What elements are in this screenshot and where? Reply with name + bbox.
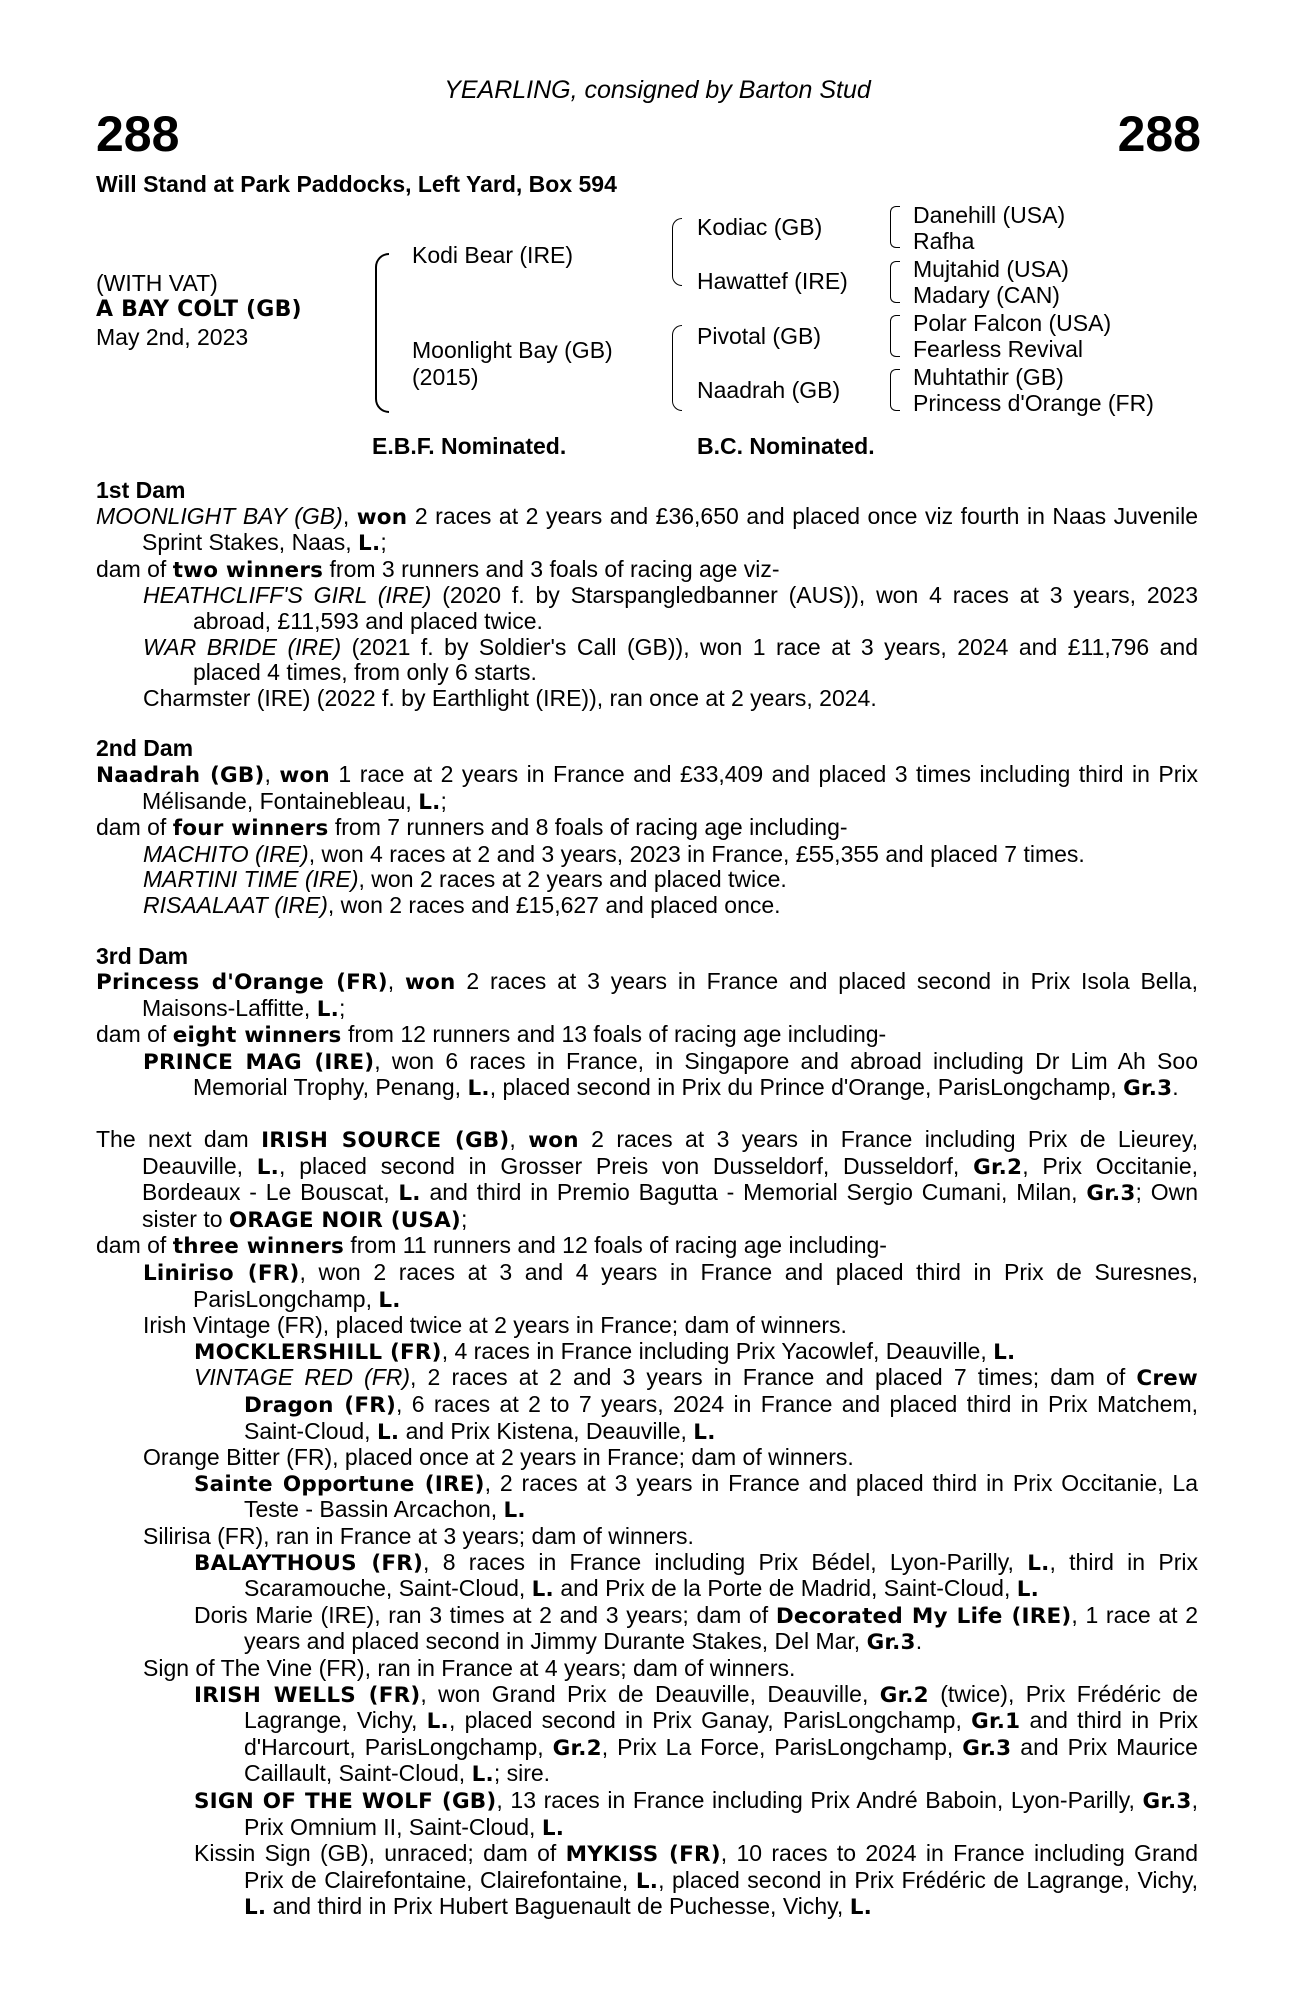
dam-dam: Naadrah (GB) — [697, 377, 841, 403]
sire-sire: Kodiac (GB) — [697, 214, 823, 240]
produce-entry — [96, 1049, 1198, 1102]
text-run: 2 races at 3 years in France and placed second in Prix Isola Bella, Maisons-Laffitte, — [142, 968, 1198, 1021]
bold-text: L. — [1027, 1550, 1050, 1576]
text-run: , 13 races in France including Prix André Baboin, Lyon-Parilly, — [496, 1786, 1143, 1813]
second-dam-heading: 2nd Dam — [96, 735, 194, 762]
text-run: and third in Prix Hubert Baguenault de Puchesse, Vichy, — [266, 1893, 850, 1920]
produce-entry — [96, 1656, 1198, 1682]
date-of-birth: May 2nd, 2023 — [96, 324, 249, 350]
text-run: dam of — [96, 555, 173, 582]
text-run: Orange Bitter (FR), placed once at 2 years in France; dam of winners. — [143, 1444, 854, 1471]
bold-text: SIGN OF THE WOLF (GB) — [194, 1788, 497, 1814]
dam-dam-sire: Muhtathir (GB) — [913, 364, 1064, 390]
second-dam-record — [96, 762, 1198, 815]
vat-note: (WITH VAT) — [96, 270, 218, 296]
text-run: ; — [380, 529, 387, 556]
bold-text: two winners — [172, 557, 324, 583]
grand-produce-entry — [96, 1339, 1198, 1366]
text-run: , 10 races to 2024 in France including Grand Prix de Clairefontaine, Clairefontaine, — [244, 1840, 1198, 1893]
sire-sire-dam: Rafha — [913, 228, 975, 254]
text-run: , Prix Omnium II, Saint-Cloud, — [244, 1786, 1198, 1840]
produce-entry — [96, 842, 1198, 868]
third-dam-record — [96, 969, 1198, 1022]
text-run: dam of — [96, 1232, 173, 1259]
text-run: and Prix de la Porte de Madrid, Saint-Cloud, — [553, 1575, 1017, 1602]
text-run: , 4 races in France including Prix Yacowlef, Deauville, — [441, 1337, 994, 1364]
text-run: . — [1172, 1074, 1179, 1101]
bold-text: L. — [358, 531, 381, 557]
brace-ds — [890, 315, 900, 357]
pedigree-notes — [96, 478, 1198, 1921]
bold-text: L. — [426, 1709, 449, 1735]
bold-text: Liniriso (FR) — [143, 1261, 300, 1287]
bold-text: L. — [378, 1287, 401, 1313]
lot-number-right: 288 — [1117, 106, 1201, 162]
bold-text: Gr.3 — [962, 1735, 1012, 1761]
bold-text: won — [405, 970, 456, 996]
bold-text: L. — [541, 1815, 565, 1841]
text-run: , 6 races at 2 to 7 years, 2024 in France and placed third in Prix Matchem, Saint-Cloud, — [244, 1391, 1198, 1444]
bold-text: L. — [1016, 1577, 1040, 1603]
italic-text: RISAALAAT (IRE) — [143, 891, 328, 918]
text-run: and third in Premio Bagutta - Memorial Sergio Cumani, Milan, — [420, 1179, 1087, 1206]
bold-text: four winners — [172, 816, 329, 842]
text-run: ; — [460, 1205, 468, 1232]
text-run: , won 4 races at 2 and 3 years, 2023 in France, £55,355 and placed 7 times. — [308, 840, 1085, 867]
text-run: , placed second in Prix Frédéric de Lagrange, Vichy, — [658, 1866, 1199, 1893]
text-run: and Prix Kistena, Deauville, — [399, 1417, 694, 1444]
catalogue-subtitle: YEARLING, consigned by Barton Stud — [444, 76, 871, 104]
bold-text: Decorated My Life (IRE) — [775, 1603, 1072, 1629]
text-run: , won 2 races at 3 and 4 years in France and placed third in Prix de Suresnes, ParisLongchamp, — [193, 1259, 1198, 1312]
text-run: , won 2 races at 2 years and placed twice. — [358, 866, 787, 893]
text-run: 2 races at 3 years in France including Prix de Lieurey, Deauville, — [142, 1126, 1198, 1179]
bold-text: L. — [635, 1868, 659, 1894]
dam-sire-sire: Polar Falcon (USA) — [913, 310, 1112, 336]
bold-text: won — [528, 1128, 579, 1154]
text-run: , 2 races at 2 and 3 years in France and placed 7 times; dam of — [410, 1364, 1137, 1391]
bold-text: Gr.3 — [1086, 1181, 1136, 1207]
produce-entry — [96, 1524, 1198, 1550]
bold-text: won — [279, 762, 330, 788]
italic-text: HEATHCLIFF'S GIRL (IRE) — [143, 582, 432, 609]
bold-text: L. — [418, 789, 441, 815]
dam-dam-dam: Princess d'Orange (FR) — [913, 390, 1154, 416]
bold-text: eight winners — [172, 1023, 342, 1049]
dam-sire: Pivotal (GB) — [697, 323, 821, 349]
text-run: 1 race at 2 years in France and £33,409 and placed 3 times including third in Prix Mélisande, Fontainebleau, — [142, 760, 1199, 814]
text-run: and third in Prix d'Harcourt, ParisLongchamp, — [244, 1707, 1198, 1760]
brace-dd — [890, 369, 900, 411]
text-run: ; — [440, 787, 447, 814]
text-run: , 2 races at 3 years in France and placed third in Prix Occitanie, La Teste - Bassin Arcachon, — [244, 1469, 1198, 1523]
bold-text: three winners — [172, 1234, 344, 1260]
bold-text: L. — [849, 1895, 872, 1921]
ebf-nominated: E.B.F. Nominated. — [372, 433, 567, 459]
bold-text: L. — [531, 1577, 554, 1603]
italic-text: WAR BRIDE (IRE) — [143, 633, 342, 660]
bold-text: Gr.2 — [552, 1735, 602, 1761]
text-run: , won 2 races and £15,627 and placed once. — [327, 891, 781, 918]
text-run: from 12 runners and 13 foals of racing age including- — [341, 1021, 887, 1048]
first-dam-produce-summary — [96, 557, 1198, 584]
text-run: (twice), Prix Frédéric de Lagrange, Vichy, — [244, 1680, 1199, 1734]
text-run: , placed second in Prix Ganay, ParisLongchamp, — [448, 1707, 972, 1734]
text-run: Silirisa (FR), ran in France at 3 years; dam of winners. — [143, 1522, 694, 1549]
italic-text: MACHITO (IRE) — [143, 840, 309, 867]
grand-produce-entry — [96, 1682, 1198, 1788]
text-run: Irish Vintage (FR), placed twice at 2 years in France; dam of winners. — [143, 1312, 847, 1339]
grand-produce-entry — [96, 1841, 1198, 1921]
first-dam-heading: 1st Dam — [96, 477, 186, 503]
bold-text: Princess d'Orange (FR) — [96, 970, 388, 996]
sire-dam-sire: Mujtahid (USA) — [913, 256, 1069, 282]
grand-produce-entry — [96, 1603, 1198, 1656]
sire-brace — [672, 218, 682, 286]
text-run: , — [264, 760, 280, 787]
dam-year: (2015) — [412, 364, 479, 390]
grand-produce-entry — [96, 1788, 1198, 1841]
text-run: , 1 race at 2 years and placed second in Jimmy Durante Stakes, Del Mar, — [244, 1601, 1199, 1655]
third-dam-heading: 3rd Dam — [96, 942, 189, 969]
grand-produce-entry — [96, 1471, 1198, 1524]
produce-entry — [96, 583, 1198, 634]
text-run: and Prix Maurice Caillault, Saint-Cloud, — [244, 1733, 1198, 1787]
bold-text: Gr.1 — [971, 1709, 1021, 1735]
bold-text: L. — [398, 1181, 421, 1207]
next-dam-produce-summary — [96, 1233, 1198, 1260]
bc-nominated: B.C. Nominated. — [697, 433, 875, 459]
text-run: , — [387, 968, 405, 995]
sire-dam: Hawattef (IRE) — [697, 268, 848, 294]
text-run: ; sire. — [493, 1760, 551, 1787]
first-dam-record — [96, 504, 1198, 557]
text-run: dam of — [96, 1021, 173, 1048]
bold-text: L. — [993, 1339, 1016, 1365]
sire-dam-dam: Madary (CAN) — [913, 282, 1060, 308]
grand-produce-entry — [96, 1550, 1198, 1603]
dam-brace — [672, 325, 682, 411]
bold-text: L. — [693, 1419, 716, 1445]
text-run: (2021 f. by Soldier's Call (GB)), won 1 race at 3 years, 2024 and £11,796 and placed 4 times, from only 6 starts. — [193, 633, 1198, 686]
text-run: , won Grand Prix de Deauville, Deauville, — [420, 1680, 880, 1707]
lot-number-left: 288 — [96, 106, 180, 162]
bold-text: Gr.3 — [1123, 1076, 1173, 1102]
text-run: Kissin Sign (GB), unraced; dam of — [194, 1840, 566, 1867]
produce-entry — [96, 1313, 1198, 1339]
bold-text: IRISH SOURCE (GB) — [261, 1128, 510, 1154]
bold-text: BALAYTHOUS (FR) — [194, 1550, 424, 1576]
produce-entry — [96, 867, 1198, 893]
italic-text: VINTAGE RED (FR) — [194, 1364, 411, 1391]
bold-text: ORAGE NOIR (USA) — [228, 1207, 461, 1233]
text-run: , — [342, 502, 357, 529]
main-brace — [375, 253, 389, 413]
bold-text: Gr.3 — [866, 1630, 916, 1656]
bold-text: Crew Dragon (FR) — [244, 1366, 1198, 1418]
bold-text: Gr.2 — [879, 1682, 929, 1708]
next-dam-record — [96, 1127, 1198, 1233]
text-run: , placed second in Grosser Preis von Dusseldorf, Dusseldorf, — [279, 1152, 974, 1179]
produce-entry — [96, 1260, 1198, 1313]
bold-text: Sainte Opportune (IRE) — [194, 1471, 485, 1497]
text-run: , third in Prix Scaramouche, Saint-Cloud, — [244, 1548, 1198, 1602]
bold-text: PRINCE MAG (IRE) — [143, 1049, 375, 1075]
text-run: , won 6 races in France, in Singapore and abroad including Dr Lim Ah Soo Memorial Trophy, Penang, — [193, 1047, 1198, 1101]
bold-text: L. — [471, 1762, 494, 1788]
dam-sire-dam: Fearless Revival — [913, 336, 1083, 362]
third-dam-produce-summary — [96, 1022, 1198, 1049]
lot-name: A BAY COLT (GB) — [96, 297, 302, 322]
text-run: Sign of The Vine (FR), ran in France at 4 years; dam of winners. — [143, 1654, 796, 1681]
text-run: Charmster (IRE) (2022 f. by Earthlight (IRE)), ran once at 2 years, 2024. — [143, 684, 877, 711]
produce-entry — [96, 893, 1198, 919]
text-run: , 8 races in France including Prix Bédel, Lyon-Parilly, — [423, 1548, 1028, 1575]
text-run: , Prix Occitanie, Bordeaux - Le Bouscat, — [142, 1152, 1199, 1206]
bold-text: L. — [376, 1419, 400, 1445]
text-run: , placed second in Prix du Prince d'Orange, ParisLongchamp, — [489, 1074, 1124, 1101]
italic-text: MOONLIGHT BAY (GB) — [96, 502, 343, 529]
text-run: from 11 runners and 12 foals of racing age including- — [343, 1232, 887, 1259]
bold-text: Naadrah (GB) — [96, 762, 265, 788]
text-run: from 7 runners and 8 foals of racing age including- — [328, 814, 848, 841]
text-run: from 3 runners and 3 foals of racing age viz- — [323, 555, 780, 582]
text-run: Doris Marie (IRE), ran 3 times at 2 and 3 years; dam of — [194, 1601, 776, 1628]
bold-text: Gr.2 — [973, 1154, 1023, 1180]
text-run: dam of — [96, 814, 173, 841]
brace-ss — [890, 206, 900, 248]
bold-text: L. — [244, 1895, 267, 1921]
text-run: 2 races at 2 years and £36,650 and placed once viz fourth in Naas Juvenile Sprint Stakes, Naas, — [142, 502, 1199, 556]
bold-text: L. — [503, 1498, 526, 1524]
bold-text: won — [356, 504, 408, 530]
sire-sire-sire: Danehill (USA) — [913, 202, 1066, 228]
bold-text: MYKISS (FR) — [565, 1842, 721, 1868]
text-run: (2020 f. by Starspangledbanner (AUS)), won 4 races at 3 years, 2023 abroad, £11,593 and placed twice. — [193, 582, 1198, 634]
stand-location: Will Stand at Park Paddocks, Left Yard, Box 594 — [96, 171, 617, 197]
text-run: ; — [339, 994, 346, 1021]
sire: Kodi Bear (IRE) — [412, 242, 574, 268]
produce-entry — [96, 1445, 1198, 1471]
second-dam-produce-summary — [96, 815, 1198, 842]
text-run: . — [915, 1628, 923, 1655]
italic-text: MARTINI TIME (IRE) — [143, 866, 359, 893]
dam: Moonlight Bay (GB) — [412, 337, 613, 363]
bold-text: MOCKLERSHILL (FR) — [194, 1339, 442, 1365]
text-run: , — [509, 1126, 529, 1153]
bold-text: L. — [256, 1154, 280, 1180]
brace-sd — [890, 261, 900, 303]
bold-text: Gr.3 — [1142, 1788, 1192, 1814]
bold-text: L. — [316, 996, 339, 1022]
text-run: , Prix La Force, ParisLongchamp, — [601, 1733, 963, 1760]
text-run: The next dam — [96, 1126, 262, 1153]
grand-produce-entry — [96, 1365, 1198, 1445]
text-run: ; Own sister to — [142, 1179, 1198, 1232]
produce-entry — [96, 635, 1198, 686]
bold-text: IRISH WELLS (FR) — [194, 1682, 421, 1708]
produce-entry — [96, 686, 1198, 712]
bold-text: L. — [467, 1076, 490, 1102]
